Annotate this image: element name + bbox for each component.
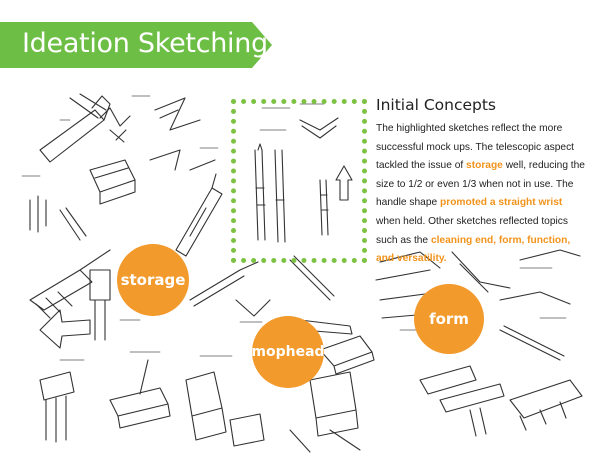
- sketch-z-handle: [155, 98, 200, 130]
- sketch-small-parts: [30, 150, 215, 240]
- sketch-cylinder-tool: [90, 270, 110, 340]
- sketch-bucket: [186, 372, 264, 446]
- form-label-circle: [414, 284, 484, 354]
- body-text-1: The highlighted sketches reflect the more successful mock ups. The telescopic aspect tackled the issue of: [376, 123, 574, 172]
- storage-label-circle: [117, 244, 189, 316]
- sketch-angled-pole: [190, 262, 270, 316]
- sketch-mop-block: [40, 372, 74, 442]
- sketch-folded-tool: [40, 94, 110, 162]
- mophead-label-circle: [252, 316, 324, 388]
- highlight-storage: storage: [466, 160, 503, 172]
- sketch-flat-mop: [110, 360, 170, 428]
- section-body: [376, 120, 586, 269]
- section-heading: Initial Concepts: [376, 96, 496, 114]
- form-label: form: [429, 310, 469, 328]
- sketch-floor-tool: [420, 366, 504, 436]
- body-text-3: when held. Other sketches reflected topics such as the: [376, 215, 568, 246]
- highlighted-sketch-frame: [231, 99, 367, 263]
- storage-label: storage: [120, 271, 186, 289]
- highlight-straight-wrist: promoted a straight wrist: [440, 197, 563, 209]
- sketch-broom-head: [510, 380, 582, 430]
- initial-concepts-section: [376, 96, 586, 269]
- body-text-2: well, reducing the size to 1/2 or even 1/3 when not in use. The handle shape: [376, 160, 585, 209]
- sketch-fold-mechanism: [100, 108, 130, 142]
- mophead-label: mophead: [251, 344, 325, 360]
- sketch-cone-handle: [176, 174, 222, 256]
- sketch-mop-handle-long: [500, 326, 564, 360]
- sketch-case-box: [90, 160, 135, 204]
- page-title: Ideation Sketching: [22, 28, 268, 59]
- sketch-mop-pad: [320, 336, 374, 374]
- sketch-broom-angle: [30, 250, 110, 318]
- highlight-topics: cleaning end, form, function, and versatility.: [376, 234, 571, 265]
